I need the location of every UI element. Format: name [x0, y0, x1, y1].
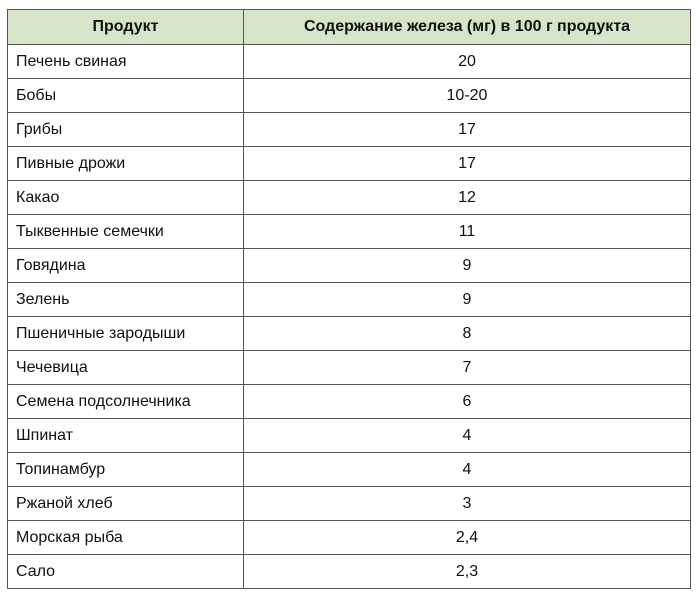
iron-value-cell: 10-20: [244, 79, 691, 113]
product-cell: Шпинат: [8, 419, 244, 453]
table-row: [8, 487, 691, 521]
iron-value-cell: 17: [244, 147, 691, 181]
iron-value-cell: 9: [244, 249, 691, 283]
table-row: [8, 79, 691, 113]
product-cell: Бобы: [8, 79, 244, 113]
product-cell: Морская рыба: [8, 521, 244, 555]
table-row: [8, 317, 691, 351]
product-cell: Пивные дрожи: [8, 147, 244, 181]
table-row: [8, 453, 691, 487]
iron-value-cell: 6: [244, 385, 691, 419]
table-row: [8, 555, 691, 589]
product-cell: Семена подсолнечника: [8, 385, 244, 419]
product-cell: Говядина: [8, 249, 244, 283]
iron-content-table-wrapper: [7, 9, 690, 589]
table-row: [8, 521, 691, 555]
iron-value-cell: 2,3: [244, 555, 691, 589]
product-cell: Чечевица: [8, 351, 244, 385]
iron-value-cell: 20: [244, 45, 691, 79]
iron-value-cell: 9: [244, 283, 691, 317]
table-body: [8, 45, 691, 589]
iron-content-table: [7, 9, 691, 589]
product-cell: Сало: [8, 555, 244, 589]
iron-value-cell: 7: [244, 351, 691, 385]
iron-value-cell: 17: [244, 113, 691, 147]
product-cell: Печень свиная: [8, 45, 244, 79]
iron-value-cell: 4: [244, 453, 691, 487]
iron-value-cell: 12: [244, 181, 691, 215]
table-row: [8, 283, 691, 317]
table-row: [8, 215, 691, 249]
table-row: [8, 147, 691, 181]
iron-value-cell: 2,4: [244, 521, 691, 555]
table-row: [8, 385, 691, 419]
column-header-iron: Содержание железа (мг) в 100 г продукта: [244, 10, 691, 45]
column-header-product: Продукт: [8, 10, 244, 45]
table-row: [8, 113, 691, 147]
product-cell: Ржаной хлеб: [8, 487, 244, 521]
product-cell: Пшеничные зародыши: [8, 317, 244, 351]
iron-value-cell: 11: [244, 215, 691, 249]
header-row: [8, 10, 691, 45]
table-row: [8, 181, 691, 215]
table-row: [8, 419, 691, 453]
product-cell: Топинамбур: [8, 453, 244, 487]
table-row: [8, 351, 691, 385]
iron-value-cell: 4: [244, 419, 691, 453]
iron-value-cell: 8: [244, 317, 691, 351]
product-cell: Тыквенные семечки: [8, 215, 244, 249]
product-cell: Грибы: [8, 113, 244, 147]
iron-value-cell: 3: [244, 487, 691, 521]
table-row: [8, 249, 691, 283]
product-cell: Зелень: [8, 283, 244, 317]
table-row: [8, 45, 691, 79]
product-cell: Какао: [8, 181, 244, 215]
table-header: [8, 10, 691, 45]
